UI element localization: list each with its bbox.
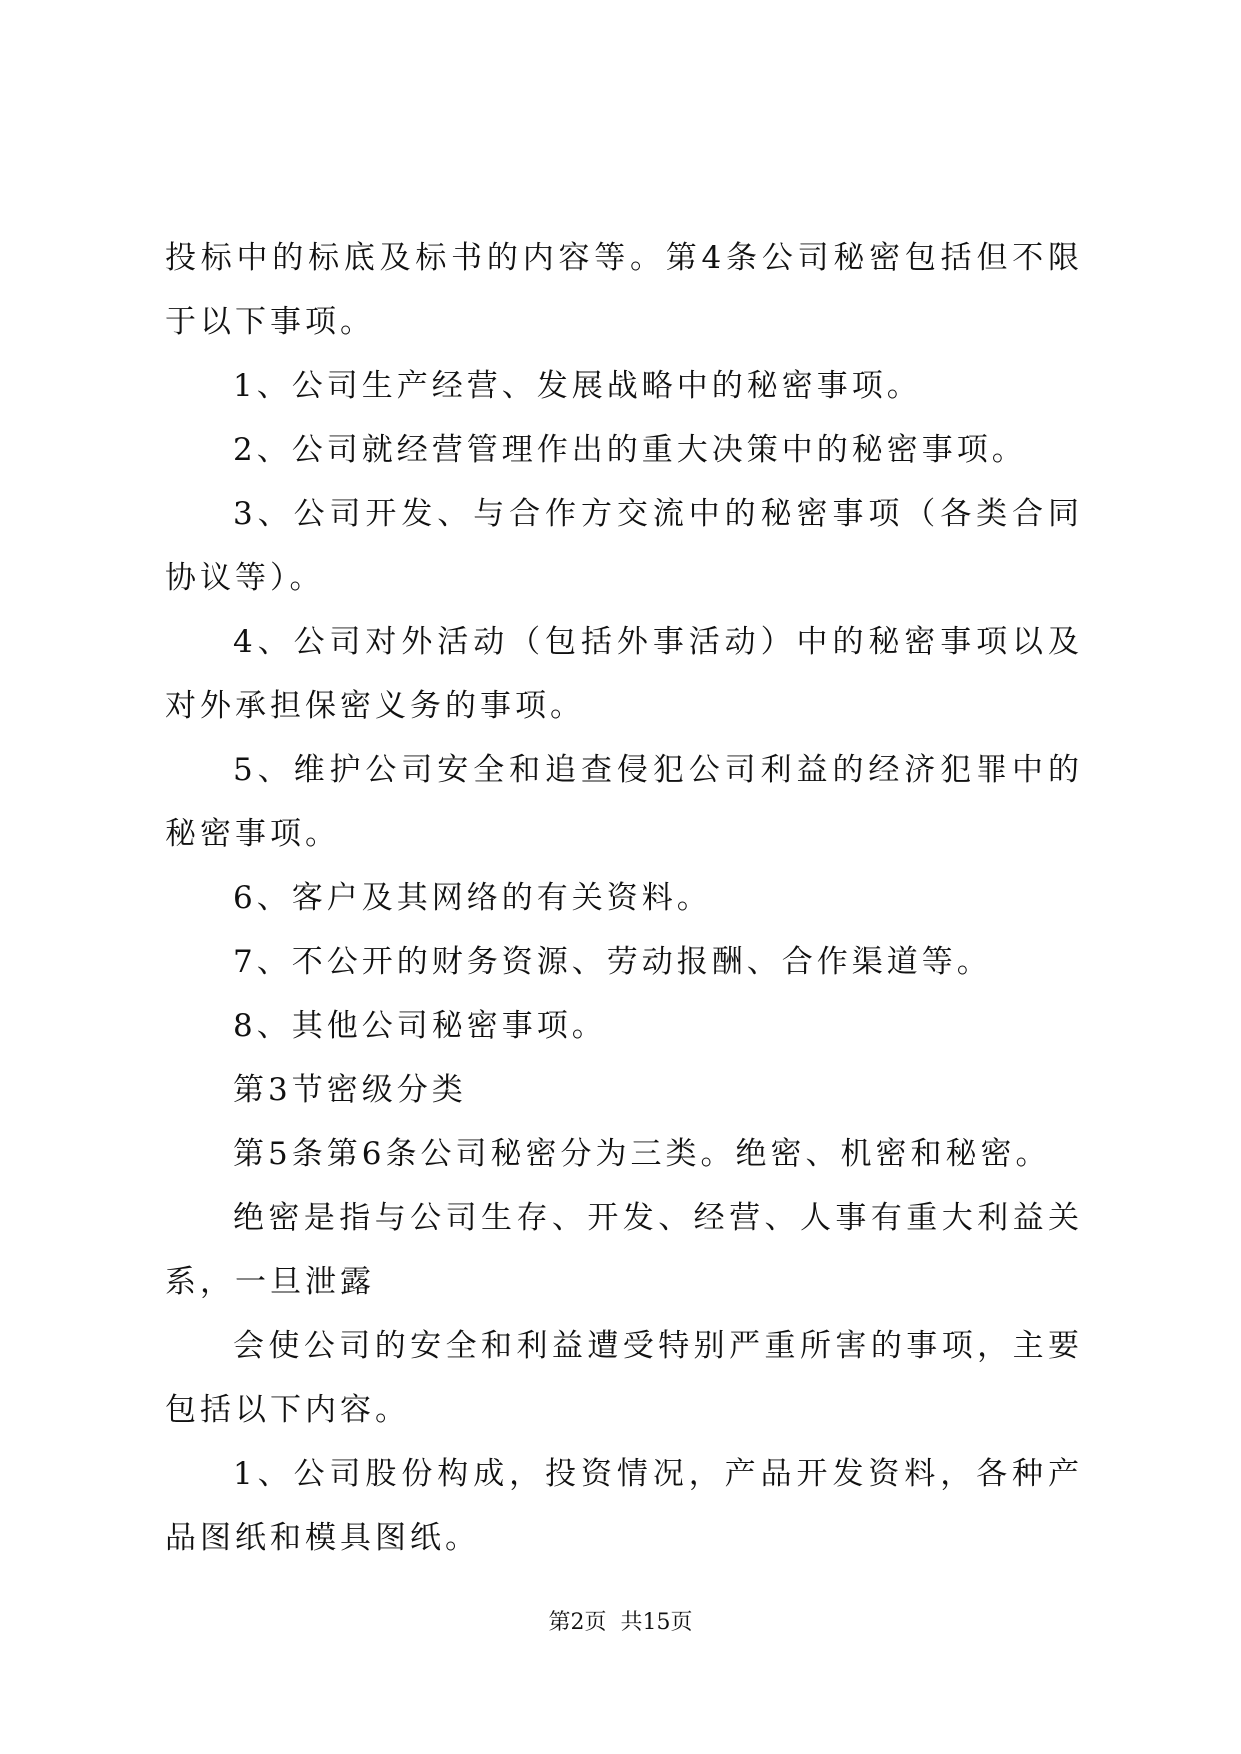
paragraph-2: 1、公司生产经营、发展战略中的秘密事项。 (233, 368, 922, 404)
document-body (165, 226, 1083, 1570)
paragraph-13: 会使公司的安全和利益遭受特别严重所害的事项，主要包括以下内容。 (165, 1328, 1083, 1428)
page-footer (0, 1608, 1241, 1638)
page-number: 第2页 (548, 1610, 607, 1635)
paragraph-7: 6、客户及其网络的有关资料。 (233, 880, 712, 916)
section-heading: 第3节密级分类 (233, 1072, 467, 1108)
paragraph-6: 5、维护公司安全和追查侵犯公司利益的经济犯罪中的秘密事项。 (165, 752, 1083, 852)
paragraph-12: 绝密是指与公司生存、开发、经营、人事有重大利益关系，一旦泄露 (165, 1200, 1083, 1300)
paragraph-5: 4、公司对外活动（包括外事活动）中的秘密事项以及对外承担保密义务的事项。 (165, 624, 1083, 724)
paragraph-11: 第5条第6条公司秘密分为三类。绝密、机密和秘密。 (233, 1136, 1051, 1172)
page-total: 共15页 (620, 1610, 693, 1635)
paragraph-4: 3、公司开发、与合作方交流中的秘密事项（各类合同协议等）。 (165, 496, 1083, 596)
paragraph-1: 投标中的标底及标书的内容等。第4条公司秘密包括但不限于以下事项。 (165, 240, 1083, 340)
paragraph-3: 2、公司就经营管理作出的重大决策中的秘密事项。 (233, 432, 1027, 468)
paragraph-8: 7、不公开的财务资源、劳动报酬、合作渠道等。 (233, 944, 992, 980)
paragraph-14: 1、公司股份构成，投资情况，产品开发资料，各种产品图纸和模具图纸。 (165, 1456, 1083, 1556)
paragraph-9: 8、其他公司秘密事项。 (233, 1008, 607, 1044)
